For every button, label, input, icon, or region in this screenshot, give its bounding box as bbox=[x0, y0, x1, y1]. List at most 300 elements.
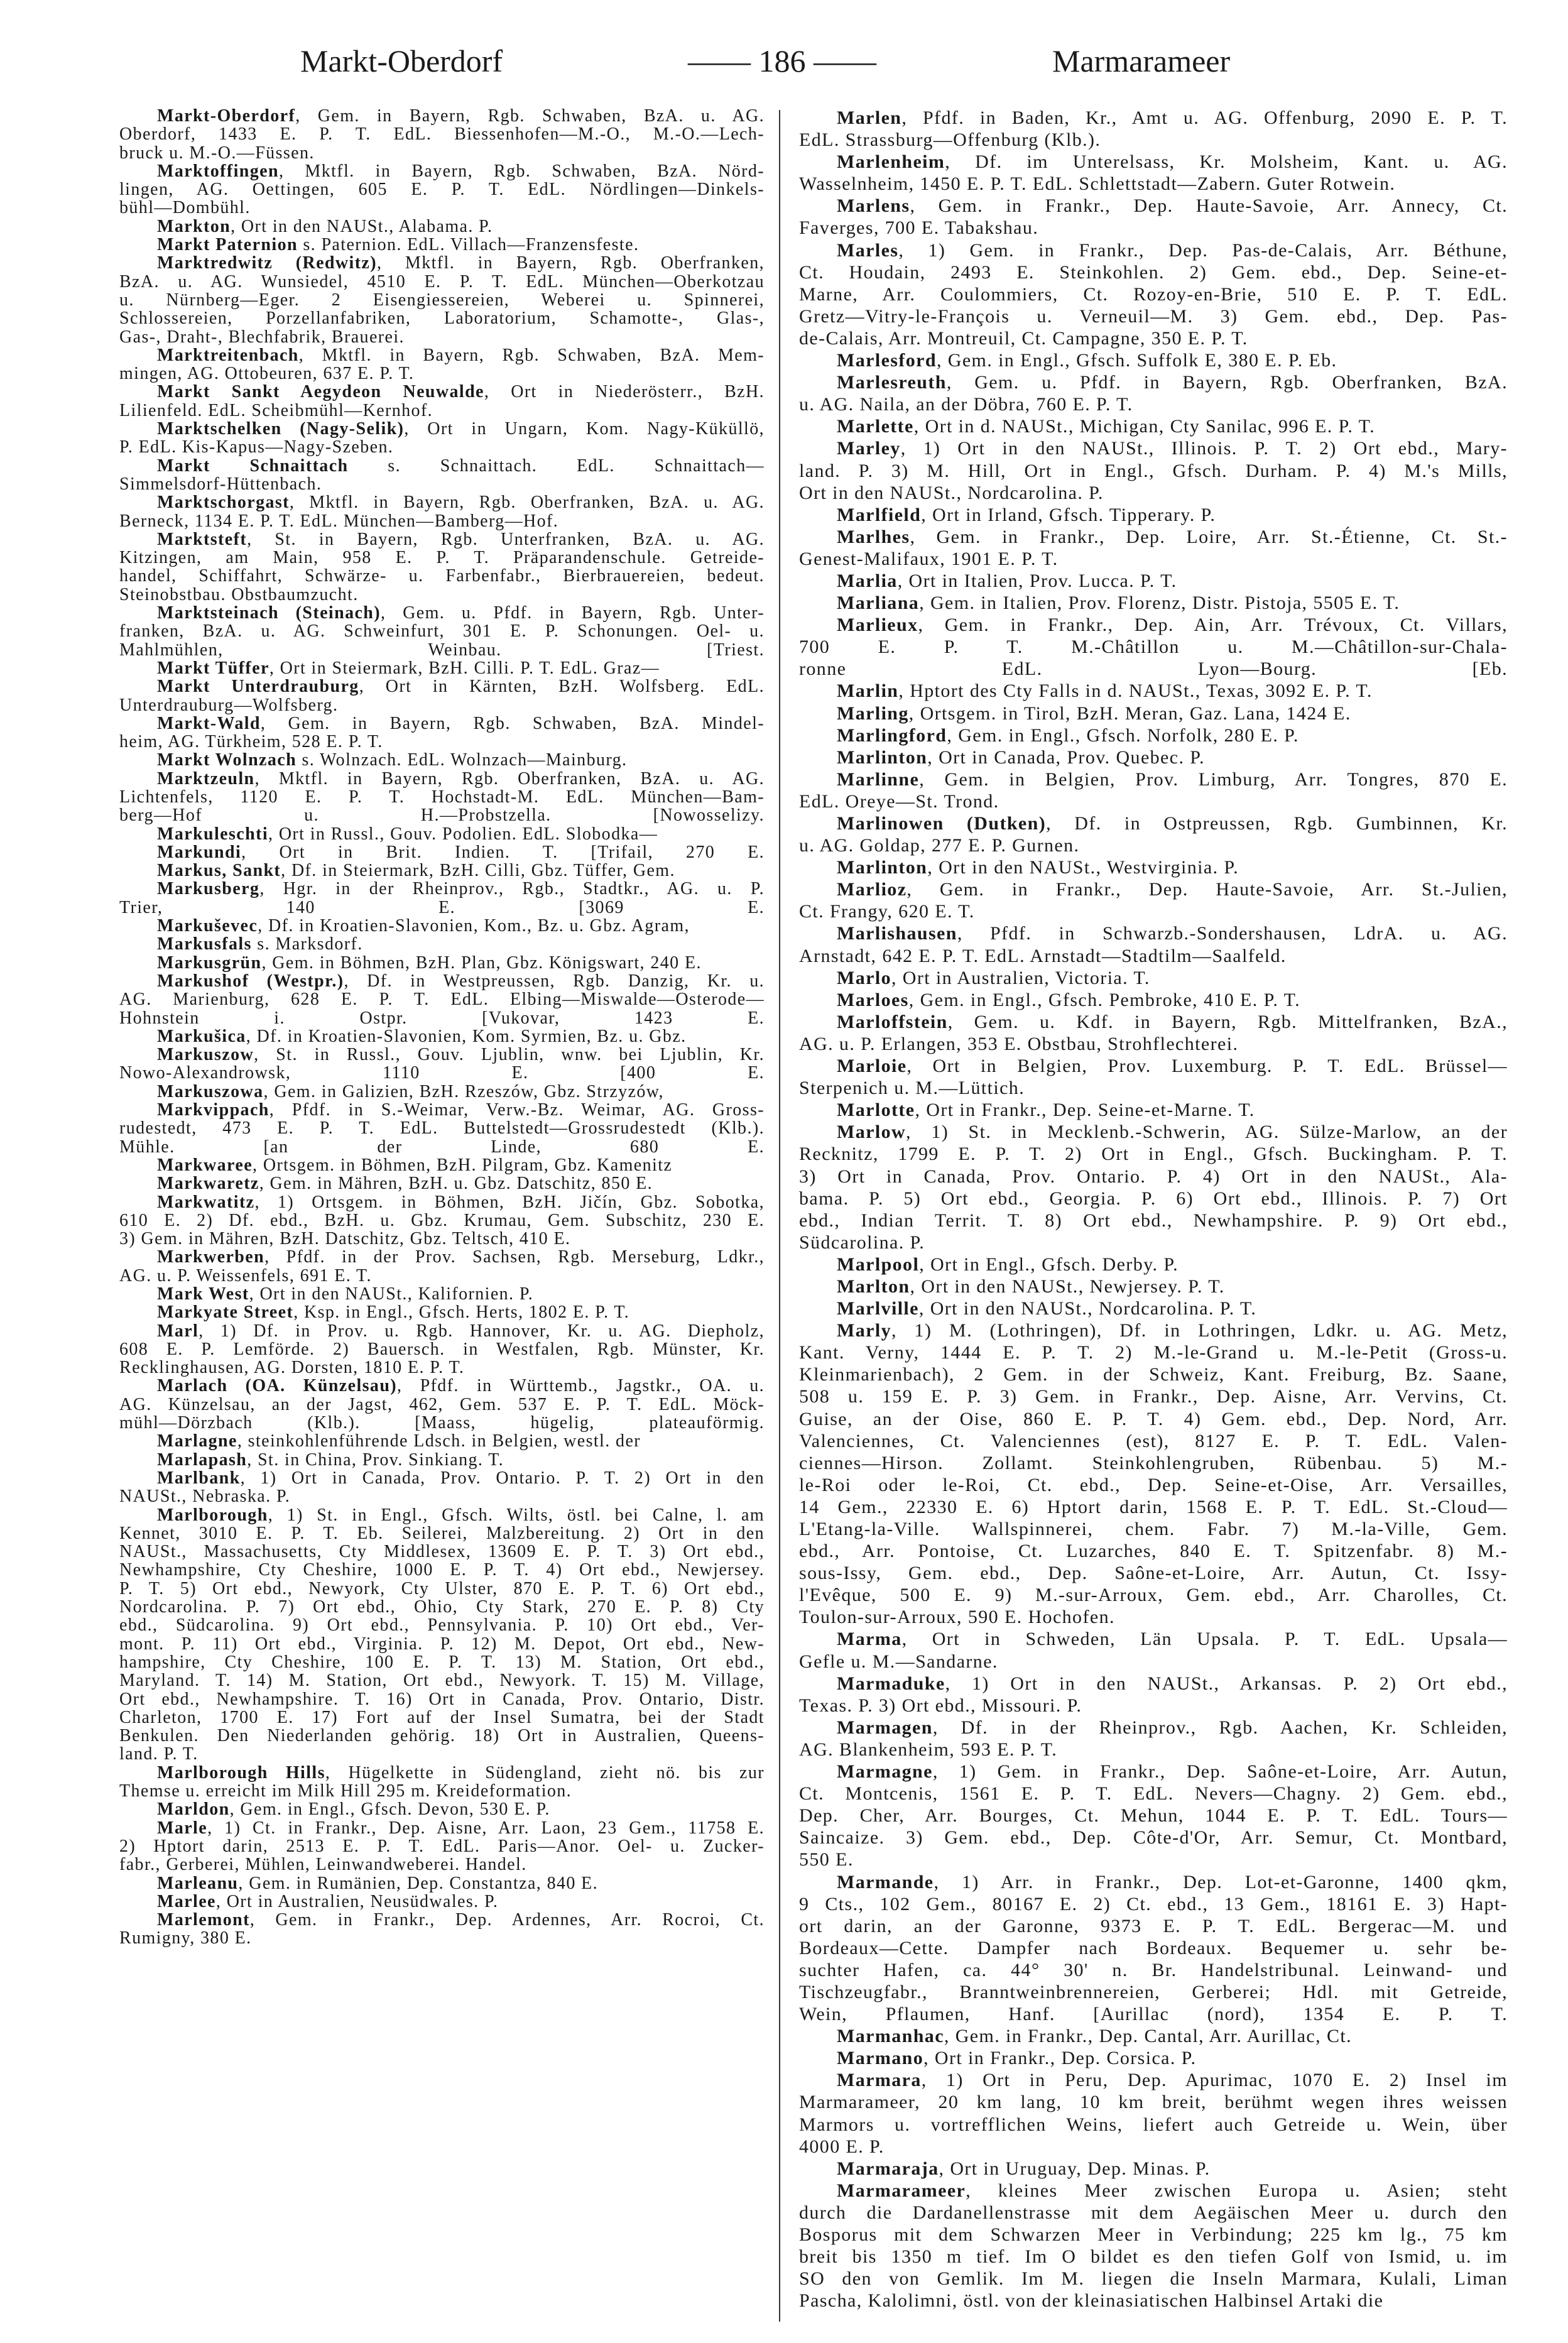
entry-text: , Gem. in Bayern, Rgb. Schwaben, BzA. Mindel- bbox=[260, 713, 765, 733]
entry-text: NAUSt., Nebraska. P. bbox=[119, 1487, 291, 1507]
entry-text: mont. P. 11) Ort ebd., Virginia. P. 12) M. Depot, Ort ebd., New- bbox=[119, 1634, 765, 1654]
entry-headword: Marloffstein bbox=[837, 1011, 948, 1032]
entry-headword: Markusfals bbox=[157, 934, 252, 954]
entry-text: , Ort in den NAUSt., Westvirginia. P. bbox=[927, 857, 1239, 878]
entry-headword: Markt Unterdrauburg bbox=[157, 677, 359, 697]
entry-line bbox=[119, 1653, 765, 1671]
entry-text: , Gem. in Frankr., Dep. Haute-Savoie, Arr. St.-Julien, bbox=[906, 879, 1508, 900]
entry-text: , 1) Ct. in Frankr., Dep. Aisne, Arr. Laon, 23 Gem., 11758 E. bbox=[207, 1818, 765, 1838]
entry-line bbox=[799, 1518, 1508, 1540]
entry-line bbox=[119, 309, 765, 327]
entry-line bbox=[799, 878, 1508, 900]
entry-line bbox=[119, 1248, 765, 1266]
running-head-last-entry: Marmarameer bbox=[1052, 43, 1231, 79]
entry-headword: Marloes bbox=[837, 989, 909, 1010]
entry-line bbox=[799, 415, 1508, 437]
entry-text: Bordeaux—Cette. Dampfer nach Bordeaux. Bequemer u. sehr be- bbox=[799, 1937, 1508, 1958]
entry-line bbox=[799, 680, 1508, 702]
entry-text: , Df. in Kroatien-Slavonien, Kom. Syrmien, Bz. u. Gbz. bbox=[246, 1026, 687, 1046]
gazetteer-entry bbox=[119, 420, 765, 457]
entry-headword: Marle bbox=[157, 1818, 208, 1838]
entry-text: , Gem. u. Pfdf. in Bayern, Rgb. Unter- bbox=[381, 603, 765, 623]
entry-text: u. AG. Naila, an der Döbra, 760 E. P. T. bbox=[799, 394, 1133, 415]
entry-text: Wasselnheim, 1450 E. P. T. EdL. Schlettstadt—Zabern. Guter Rotwein. bbox=[799, 173, 1396, 195]
entry-line bbox=[799, 2202, 1508, 2224]
gazetteer-entry bbox=[799, 526, 1508, 570]
gazetteer-entry bbox=[799, 2047, 1508, 2069]
entry-headword: Marlborough Hills bbox=[157, 1762, 325, 1783]
running-head-first-entry: Markt-Oberdorf bbox=[300, 43, 503, 79]
gazetteer-entry bbox=[119, 604, 765, 659]
gazetteer-entry bbox=[119, 1819, 765, 1874]
entry-line bbox=[799, 1011, 1508, 1033]
entry-text: , Ort in Australien, Victoria. T. bbox=[891, 967, 1150, 988]
entry-headword: Marlinowen (Dutken) bbox=[837, 813, 1047, 834]
entry-line bbox=[119, 825, 765, 843]
entry-text: , Hgr. in der Rheinprov., Rgb., Stadtkr., AG. u. P. bbox=[259, 879, 765, 899]
entry-line bbox=[119, 1064, 765, 1082]
entry-line bbox=[119, 861, 765, 880]
entry-headword: Markuleschti bbox=[157, 824, 269, 844]
entry-line bbox=[799, 173, 1508, 195]
entry-text: ebd., Südcarolina. 9) Ort ebd., Pennsylvania. P. 10) Ort ebd., Ver- bbox=[119, 1615, 765, 1636]
entry-line bbox=[119, 1138, 765, 1156]
entry-line bbox=[119, 622, 765, 640]
entry-text: , Ort in Kärnten, BzH. Wolfsberg. EdL. bbox=[359, 677, 765, 697]
entry-text: , Hügelkette in Südengland, zieht nö. bis zur bbox=[325, 1762, 765, 1783]
entry-headword: Markus, Sankt bbox=[157, 861, 281, 881]
entry-headword: Mark West bbox=[157, 1284, 249, 1304]
entry-headword: Marlfield bbox=[837, 504, 922, 525]
entry-text: Gefle u. M.—Sandarne. bbox=[799, 1651, 998, 1672]
entry-text: Hohnstein i. Ostpr. [Vukovar, 1423 E. bbox=[119, 1008, 765, 1028]
entry-text: rudestedt, 473 E. P. T. EdL. Buttelstedt—Grossrudestedt (Klb.). bbox=[119, 1118, 765, 1139]
gazetteer-entry bbox=[119, 107, 765, 162]
entry-text: u. Nürnberg—Eger. 2 Eisengiessereien, Weberei u. Spinnerei, bbox=[119, 290, 765, 310]
entry-text: Texas. P. 3) Ort ebd., Missouri. P. bbox=[799, 1695, 1082, 1716]
entry-text: Schlossereien, Porzellanfabriken, Laboratorium, Schamotte-, Glas-, bbox=[119, 309, 765, 329]
entry-line bbox=[119, 898, 765, 917]
entry-text: s. Marksdorf. bbox=[251, 934, 363, 954]
entry-headword: Marlborough bbox=[157, 1505, 268, 1525]
entry-text: , Gem. in Frankr., Dep. Cantal, Arr. Aurillac, Ct. bbox=[944, 2026, 1352, 2047]
entry-text: , 1) Arr. in Frankr., Dep. Lot-et-Garonne, 1400 qkm, bbox=[934, 1871, 1508, 1892]
entry-line bbox=[799, 570, 1508, 592]
entry-line bbox=[119, 1267, 765, 1285]
entry-text: Ort in den NAUSt., Nordcarolina. P. bbox=[799, 482, 1104, 503]
entry-line bbox=[799, 1143, 1508, 1165]
entry-text: 2) Hptort darin, 2513 E. P. T. EdL. Paris—Anor. Oel- u. Zucker- bbox=[119, 1836, 765, 1856]
gazetteer-entry bbox=[119, 1174, 765, 1193]
entry-text: , Ort in Brit. Indien. T. [Trifail, 270 E. bbox=[241, 842, 765, 862]
entry-line bbox=[119, 1395, 765, 1414]
gazetteer-entry bbox=[799, 107, 1508, 151]
entry-text: Charleton, 1700 E. 17) Fort auf der Insel Sumatra, bei der Stadt bbox=[119, 1707, 765, 1727]
entry-line bbox=[119, 604, 765, 622]
entry-text: Benkulen. Den Niederlanden gehörig. 18) Ort in Australien, Queens- bbox=[119, 1726, 765, 1746]
entry-line bbox=[799, 1408, 1508, 1430]
entry-headword: Marlo bbox=[837, 967, 891, 988]
entry-text: 9 Cts., 102 Gem., 80167 E. 2) Ct. ebd., 13 Gem., 18161 E. 3) Hapt- bbox=[799, 1893, 1508, 1914]
entry-line bbox=[799, 1319, 1508, 1341]
entry-text: le-Roi oder le-Roi, Ct. ebd., Dep. Seine-et-Oise, Arr. Versailles, bbox=[799, 1474, 1508, 1495]
gazetteer-entry bbox=[119, 1322, 765, 1377]
gazetteer-entry bbox=[119, 1800, 765, 1818]
entry-text: , Ort in Canada, Prov. Quebec. P. bbox=[927, 746, 1205, 768]
gazetteer-entry bbox=[799, 1055, 1508, 1099]
entry-headword: Marloie bbox=[837, 1056, 907, 1077]
entry-line bbox=[799, 2114, 1508, 2136]
entry-text: Mühle. [an der Linde, 680 E. bbox=[119, 1137, 765, 1157]
entry-headword: Marlioz bbox=[837, 879, 907, 900]
entry-text: EdL. Strassburg—Offenburg (Klb.). bbox=[799, 129, 1101, 151]
entry-headword: Marlhes bbox=[837, 526, 910, 547]
entry-text: EdL. Oreye—St. Trond. bbox=[799, 790, 999, 812]
entry-text: , Ort in d. NAUSt., Michigan, Cty Sanilac, 996 E. P. T. bbox=[913, 416, 1375, 437]
entry-text: , Ort in Ungarn, Kom. Nagy-Küküllö, bbox=[404, 419, 765, 439]
entry-line bbox=[799, 1915, 1508, 1937]
entry-text: , Gem. in Bayern, Rgb. Schwaben, BzA. u. AG. bbox=[295, 106, 765, 126]
entry-line bbox=[799, 1761, 1508, 1783]
entry-line bbox=[119, 641, 765, 659]
entry-text: , Gem. in Engl., Gfsch. Norfolk, 280 E. P. bbox=[947, 724, 1299, 746]
entry-line bbox=[799, 349, 1508, 371]
gazetteer-entry bbox=[799, 746, 1508, 768]
entry-headword: Marleanu bbox=[157, 1873, 239, 1893]
entry-line bbox=[119, 1083, 765, 1101]
gazetteer-entry bbox=[799, 592, 1508, 614]
entry-headword: Marktschorgast bbox=[157, 493, 290, 513]
entry-text: Ct. Frangy, 620 E. T. bbox=[799, 901, 975, 922]
entry-text: AG. Blankenheim, 593 E. P. T. bbox=[799, 1739, 1058, 1760]
entry-line bbox=[119, 217, 765, 236]
entry-text: AG. u. P. Weissenfels, 691 E. T. bbox=[119, 1265, 372, 1286]
entry-line bbox=[119, 1764, 765, 1782]
entry-text: , 1) Df. in Prov. u. Rgb. Hannover, Kr. u. AG. Diepholz, bbox=[199, 1321, 765, 1341]
entry-line bbox=[119, 1377, 765, 1395]
entry-text: ronne EdL. Lyon—Bourg. [Eb. bbox=[799, 658, 1508, 680]
entry-text: 508 u. 159 E. P. 3) Gem. in Frankr., Dep. Aisne, Arr. Vervins, Ct. bbox=[799, 1386, 1508, 1407]
gazetteer-entry bbox=[799, 1275, 1508, 1297]
entry-line bbox=[799, 1253, 1508, 1275]
entry-text: , 1) Ort in den NAUSt., Illinois. P. T. 2) Ort ebd., Mary- bbox=[900, 438, 1508, 459]
entry-text: fabr., Gerberei, Mühlen, Leinwandweberei. Handel. bbox=[119, 1855, 527, 1875]
entry-line bbox=[799, 856, 1508, 878]
gazetteer-entry bbox=[119, 1303, 765, 1321]
gazetteer-entry bbox=[799, 614, 1508, 680]
entry-text: 4000 E. P. bbox=[799, 2136, 885, 2157]
entry-line bbox=[799, 592, 1508, 614]
gazetteer-entry bbox=[799, 570, 1508, 592]
entry-line bbox=[799, 1099, 1508, 1121]
entry-headword: Marldon bbox=[157, 1800, 230, 1820]
entry-line bbox=[119, 788, 765, 806]
entry-text: 3) Gem. in Mähren, BzH. Datschitz, Gbz. Teltsch, 410 E. bbox=[119, 1229, 571, 1249]
gazetteer-entry bbox=[119, 1911, 765, 1948]
entry-line bbox=[119, 1635, 765, 1653]
entry-line bbox=[119, 880, 765, 898]
entry-line bbox=[119, 1174, 765, 1193]
entry-text: land. P. T. bbox=[119, 1744, 199, 1764]
entry-line bbox=[119, 1469, 765, 1487]
gazetteer-entry bbox=[799, 1253, 1508, 1275]
entry-line bbox=[799, 1606, 1508, 1628]
entry-text: 14 Gem., 22330 E. 6) Hptort darin, 1568 E. P. T. EdL. St.-Cloud— bbox=[799, 1496, 1508, 1517]
entry-line bbox=[799, 1275, 1508, 1297]
gazetteer-entry bbox=[799, 702, 1508, 724]
entry-headword: Marktsteinach (Steinach) bbox=[157, 603, 381, 623]
entry-headword: Markušica bbox=[157, 1026, 246, 1046]
entry-line bbox=[119, 1800, 765, 1818]
entry-line bbox=[799, 1430, 1508, 1452]
entry-text: Wein, Pflaumen, Hanf. [Aurillac (nord), 1354 E. P. T. bbox=[799, 2004, 1508, 2025]
entry-text: , Ort in den NAUSt., Kalifornien. P. bbox=[249, 1284, 534, 1304]
entry-line bbox=[799, 1033, 1508, 1055]
entry-text: AG. u. P. Erlangen, 353 E. Obstbau, Strohflechterei. bbox=[799, 1033, 1239, 1054]
entry-line bbox=[119, 1027, 765, 1046]
entry-text: ebd., Indian Territ. T. 8) Ort ebd., Newhampshire. P. 9) Ort ebd., bbox=[799, 1210, 1508, 1231]
page-number: —— 186 —— bbox=[688, 43, 876, 79]
gazetteer-entry bbox=[119, 1193, 765, 1248]
entry-text: Maryland. T. 14) M. Station, Ort ebd., Newyork. T. 15) M. Village, bbox=[119, 1671, 765, 1691]
gazetteer-entry bbox=[119, 659, 765, 677]
gazetteer-entry bbox=[119, 935, 765, 953]
entry-headword: Marmagen bbox=[837, 1717, 933, 1738]
entry-headword: Marktschelken (Nagy-Selik) bbox=[157, 419, 405, 439]
gazetteer-entry bbox=[799, 1628, 1508, 1672]
gazetteer-entry bbox=[799, 812, 1508, 856]
entry-headword: Markuszow bbox=[157, 1045, 254, 1065]
entry-text: , Hptort des Cty Falls in d. NAUSt., Texas, 3092 E. P. T. bbox=[898, 680, 1373, 702]
entry-line bbox=[799, 195, 1508, 217]
entry-line bbox=[119, 493, 765, 511]
entry-headword: Markt Paternion bbox=[157, 235, 298, 255]
entry-text: ciennes—Hirson. Zollamt. Steinkohlengruben, Rübenbau. 5) M.- bbox=[799, 1452, 1508, 1473]
entry-line bbox=[119, 1580, 765, 1598]
entry-line bbox=[119, 1874, 765, 1892]
entry-text: , Mktfl. in Bayern, Rgb. Oberfranken, BzA. u. AG. bbox=[254, 768, 765, 789]
entry-line bbox=[799, 371, 1508, 393]
entry-text: , Gem. in Frankr., Dep. Ardennes, Arr. Rocroi, Ct. bbox=[249, 1910, 765, 1930]
entry-text: P. T. 5) Ort ebd., Newyork, Cty Ulster, 870 E. P. T. 6) Ort ebd., bbox=[119, 1578, 765, 1598]
right-column bbox=[799, 107, 1508, 2312]
entry-line bbox=[119, 1303, 765, 1321]
entry-text: land. P. 3) M. Hill, Ort in Engl., Gfsch. Durham. P. 4) M.'s Mills, bbox=[799, 460, 1508, 481]
entry-text: Nowo-Alexandrowsk, 1110 E. [400 E. bbox=[119, 1063, 765, 1083]
entry-headword: Marma bbox=[837, 1629, 902, 1650]
entry-text: , Ort in Uruguay, Dep. Minas. P. bbox=[939, 2158, 1211, 2179]
entry-headword: Markwatitz bbox=[157, 1192, 255, 1212]
entry-text: Oberdorf, 1433 E. P. T. EdL. Biessenhofen—M.-O., M.-O.—Lech- bbox=[119, 124, 765, 145]
entry-line bbox=[799, 1474, 1508, 1496]
entry-line bbox=[119, 954, 765, 972]
entry-headword: Marlee bbox=[157, 1891, 216, 1911]
entry-text: , Gem. in Rumänien, Dep. Constantza, 840 E. bbox=[238, 1873, 599, 1893]
entry-text: , Ort in Belgien, Prov. Luxemburg. P. T. EdL. Brüssel— bbox=[906, 1056, 1508, 1077]
entry-text: Trier, 140 E. [3069 E. bbox=[119, 897, 765, 917]
gazetteer-entry bbox=[799, 1717, 1508, 1761]
entry-text: Toulon-sur-Arroux, 590 E. Hochofen. bbox=[799, 1607, 1115, 1628]
entry-line bbox=[799, 327, 1508, 349]
entry-text: Steinobstbau. Obstbaumzucht. bbox=[119, 584, 359, 604]
entry-text: Bosporus mit dem Schwarzen Meer in Verbindung; 225 km lg., 75 km bbox=[799, 2224, 1508, 2245]
gazetteer-entry bbox=[119, 825, 765, 843]
entry-line bbox=[799, 1651, 1508, 1673]
entry-line bbox=[799, 746, 1508, 768]
entry-text: de-Calais, Arr. Montreuil, Ct. Campagne, 350 E. P. T. bbox=[799, 327, 1248, 349]
entry-line bbox=[799, 460, 1508, 482]
entry-text: P. EdL. Kis-Kapus—Nagy-Szeben. bbox=[119, 437, 394, 457]
entry-text: , St. in Bayern, Rgb. Unterfranken, BzA. u. AG. bbox=[247, 529, 765, 549]
gazetteer-entry bbox=[799, 856, 1508, 878]
entry-text: , Ortsgem. in Böhmen, BzH. Pilgram, Gbz. Kamenitz bbox=[253, 1155, 673, 1175]
entry-text: mingen, AG. Ottobeuren, 637 E. P. T. bbox=[119, 364, 415, 384]
entry-line bbox=[119, 364, 765, 383]
entry-text: , Mktfl. in Bayern, Rgb. Schwaben, BzA. Nörd- bbox=[278, 161, 765, 181]
entry-line bbox=[799, 2268, 1508, 2290]
entry-text: Ct. Houdain, 2493 E. Steinkohlen. 2) Gem. ebd., Dep. Seine-et- bbox=[799, 261, 1508, 283]
entry-headword: Markt-Wald bbox=[157, 713, 261, 733]
entry-text: , kleines Meer zwischen Europa u. Asien; steht bbox=[966, 2180, 1508, 2201]
entry-text: , Gem. in Frankr., Dep. Loire, Arr. St.-Étienne, Ct. St.- bbox=[910, 526, 1508, 547]
entry-line bbox=[799, 437, 1508, 459]
entry-headword: Marmaduke bbox=[837, 1673, 945, 1694]
entry-text: Mahlmühlen, Weinbau. [Triest. bbox=[119, 640, 765, 660]
entry-headword: Markundi bbox=[157, 842, 242, 862]
entry-headword: Markuševec bbox=[157, 916, 258, 936]
entry-line bbox=[799, 1827, 1508, 1849]
entry-headword: Marlinton bbox=[837, 746, 928, 768]
gazetteer-entry bbox=[799, 724, 1508, 746]
entry-text: , 1) Gem. in Frankr., Dep. Saône-et-Loire, Arr. Autun, bbox=[932, 1761, 1508, 1783]
entry-line bbox=[799, 768, 1508, 790]
entry-headword: Marmande bbox=[837, 1871, 934, 1892]
gazetteer-entry bbox=[119, 1156, 765, 1174]
entry-headword: Marmaraja bbox=[837, 2158, 939, 2179]
entry-line bbox=[799, 2246, 1508, 2268]
entry-line bbox=[799, 1077, 1508, 1099]
entry-text: Südcarolina. P. bbox=[799, 1232, 925, 1253]
entry-line bbox=[799, 239, 1508, 261]
entry-text: , Ort in Niederösterr., BzH. bbox=[484, 382, 765, 402]
entry-headword: Marly bbox=[837, 1320, 891, 1341]
entry-line bbox=[799, 482, 1508, 504]
entry-line bbox=[119, 457, 765, 475]
entry-text: , Df. im Unterelsass, Kr. Molsheim, Kant. u. AG. bbox=[945, 151, 1508, 173]
entry-headword: Markwaretz bbox=[157, 1174, 259, 1194]
gazetteer-entry bbox=[119, 217, 765, 236]
entry-text: , Df. in Ostpreussen, Rgb. Gumbinnen, Kr. bbox=[1046, 813, 1508, 834]
entry-line bbox=[119, 162, 765, 180]
entry-line bbox=[799, 217, 1508, 239]
entry-line bbox=[119, 144, 765, 162]
entry-headword: Markt Sankt Aegydeon Neuwalde bbox=[157, 382, 484, 402]
entry-headword: Marlishausen bbox=[837, 923, 957, 944]
entry-headword: Marlotte bbox=[837, 1100, 915, 1121]
entry-text: , Ort in Irland, Gfsch. Tipperary. P. bbox=[921, 504, 1216, 525]
entry-text: , Ksp. in Engl., Gfsch. Herts, 1802 E. P. T. bbox=[293, 1303, 630, 1323]
entry-headword: Marlagne bbox=[157, 1431, 237, 1451]
entry-line bbox=[119, 1119, 765, 1137]
gazetteer-entry bbox=[799, 878, 1508, 922]
entry-line bbox=[799, 1959, 1508, 1981]
entry-line bbox=[119, 1322, 765, 1340]
entry-text: , Ort in Italien, Prov. Lucca. P. T. bbox=[897, 570, 1177, 591]
entry-headword: Marling bbox=[837, 702, 909, 724]
entry-headword: Marlbank bbox=[157, 1468, 241, 1488]
entry-text: , Ortsgem. in Tirol, BzH. Meran, Gaz. Lana, 1424 E. bbox=[908, 702, 1351, 724]
entry-text: Faverges, 700 E. Tabakshau. bbox=[799, 217, 1039, 239]
entry-headword: Marktsteft bbox=[157, 529, 248, 549]
gazetteer-entry bbox=[119, 1101, 765, 1156]
entry-line bbox=[119, 972, 765, 990]
entry-text: Kitzingen, am Main, 958 E. P. T. Präparandenschule. Getreide- bbox=[119, 548, 765, 568]
entry-line bbox=[119, 512, 765, 530]
entry-text: Tischzeugfabr., Branntweinbrennereien, Gerberei; Hdl. mit Getreide, bbox=[799, 1981, 1508, 2002]
gazetteer-entry bbox=[119, 1377, 765, 1432]
gazetteer-entry bbox=[119, 917, 765, 935]
entry-line bbox=[119, 107, 765, 125]
gazetteer-entry bbox=[799, 195, 1508, 239]
entry-text: Gas-, Draht-, Blechfabrik, Brauerei. bbox=[119, 327, 405, 347]
entry-text: Saincaize. 3) Gem. ebd., Dep. Côte-d'Or, Arr. Semur, Ct. Montbard, bbox=[799, 1827, 1508, 1849]
entry-text: , 1) St. in Engl., Gfsch. Wilts, östl. bei Calne, l. am bbox=[268, 1505, 765, 1525]
entry-line bbox=[799, 283, 1508, 305]
entry-line bbox=[119, 696, 765, 714]
entry-text: , Df. in Westpreussen, Rgb. Danzig, Kr. u. bbox=[344, 971, 765, 991]
entry-text: , 1) Ort in Canada, Prov. Ontario. P. T. 2) Ort in den bbox=[240, 1468, 765, 1488]
gazetteer-entry bbox=[119, 751, 765, 769]
gazetteer-entry bbox=[119, 1764, 765, 1801]
entry-line bbox=[799, 1628, 1508, 1650]
entry-headword: Marlow bbox=[837, 1122, 906, 1143]
entry-text: Kennet, 3010 E. P. T. Eb. Seilerei, Malzbereitung. 2) Ort in den bbox=[119, 1523, 765, 1543]
entry-line bbox=[119, 328, 765, 346]
entry-text: Gretz—Vitry-le-François u. Verneuil—M. 3) Gem. ebd., Dep. Pas- bbox=[799, 305, 1508, 327]
entry-line bbox=[799, 702, 1508, 724]
gazetteer-entry bbox=[119, 162, 765, 217]
entry-line bbox=[119, 125, 765, 143]
gazetteer-entry bbox=[799, 1011, 1508, 1055]
entry-text: , Ort in Engl., Gfsch. Derby. P. bbox=[919, 1253, 1179, 1275]
entry-line bbox=[799, 1695, 1508, 1717]
entry-line bbox=[799, 1188, 1508, 1210]
entry-text: , Gem. in Frankr., Dep. Haute-Savoie, Arr. Annecy, Ct. bbox=[910, 195, 1508, 217]
entry-line bbox=[119, 1543, 765, 1561]
entry-line bbox=[799, 790, 1508, 812]
entry-text: durch die Dardanellenstrasse mit dem Aegäischen Meer u. durch den bbox=[799, 2202, 1508, 2223]
entry-headword: Markusberg bbox=[157, 879, 260, 899]
entry-headword: Marlette bbox=[837, 416, 914, 437]
entry-line bbox=[119, 1911, 765, 1929]
entry-headword: Markwaree bbox=[157, 1155, 253, 1175]
entry-headword: Marlens bbox=[837, 195, 910, 217]
entry-line bbox=[119, 1727, 765, 1745]
entry-line bbox=[119, 1487, 765, 1505]
entry-text: AG. Marienburg, 628 E. P. T. EdL. Elbing—Miswalde—Osterode— bbox=[119, 990, 765, 1010]
entry-line bbox=[119, 420, 765, 438]
entry-text: , 1) St. in Mecklenb.-Schwerin, AG. Sülze-Marlow, an der bbox=[906, 1122, 1508, 1143]
entry-text: , 1) M. (Lothringen), Df. in Lothringen, Ldkr. u. AG. Metz, bbox=[891, 1320, 1508, 1341]
entry-headword: Marlia bbox=[837, 570, 898, 591]
entry-headword: Markt Tüffer bbox=[157, 658, 270, 678]
entry-line bbox=[119, 254, 765, 272]
gazetteer-entry bbox=[119, 1027, 765, 1046]
entry-line bbox=[119, 1819, 765, 1837]
entry-line bbox=[799, 1385, 1508, 1407]
entry-text: , 1) Ort in den NAUSt., Arkansas. P. 2) Ort ebd., bbox=[945, 1673, 1508, 1694]
entry-text: Ct. Montcenis, 1561 E. P. T. EdL. Nevers—Chagny. 2) Gem. ebd., bbox=[799, 1783, 1508, 1805]
